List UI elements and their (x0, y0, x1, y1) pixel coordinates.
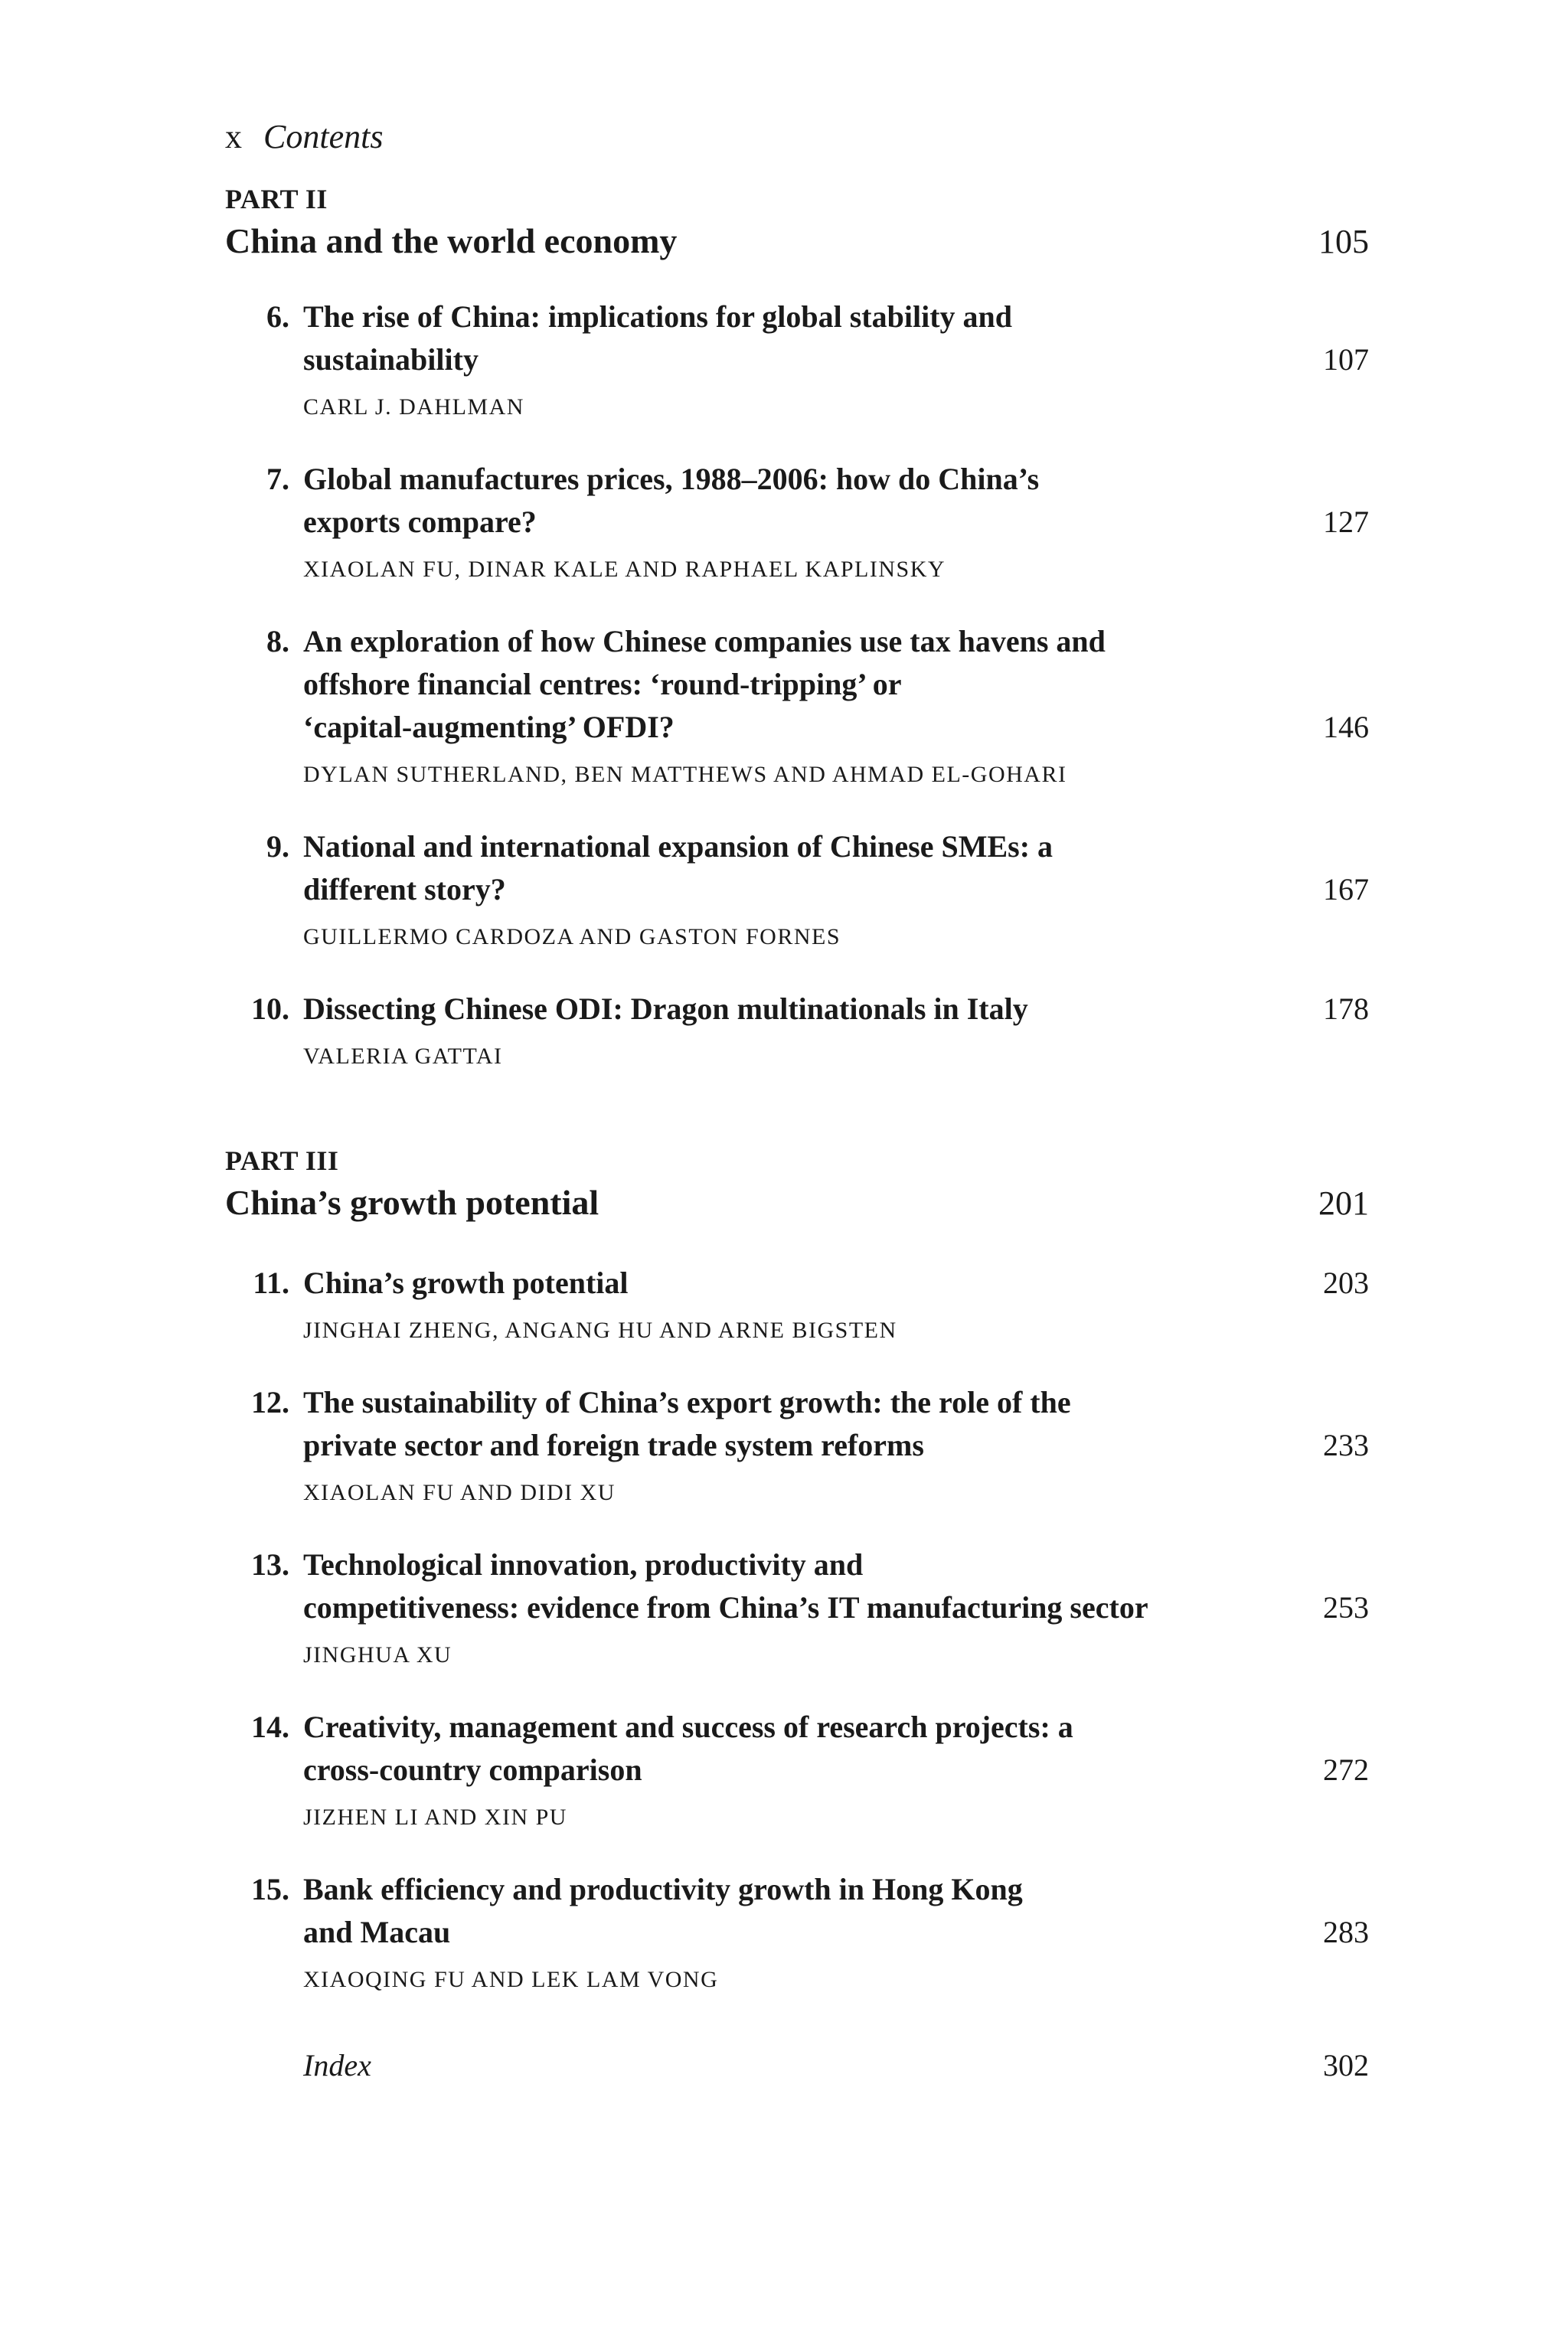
chapter-title: Global manufactures prices, 1988–2006: how do China’s (303, 462, 1040, 496)
chapter-title: sustainability (303, 342, 479, 377)
chapter-number: 14. (251, 1710, 289, 1744)
chapter-title: private sector and foreign trade system reforms (303, 1428, 924, 1462)
index-entry (225, 2044, 1369, 2087)
chapter-number: 9. (266, 829, 289, 864)
chapter-title: different story? (303, 872, 506, 906)
chapter-title: Dissecting Chinese ODI: Dragon multinationals in Italy (303, 991, 1028, 1026)
chapter-title: The sustainability of China’s export growth: the role of the (303, 1385, 1071, 1419)
chapter-authors: XIAOLAN FU AND DIDI XU (303, 1480, 616, 1505)
chapter-authors: GUILLERMO CARDOZA AND GASTON FORNES (303, 924, 841, 949)
chapter-page-number: 146 (1323, 710, 1369, 744)
toc-entry (225, 296, 1369, 423)
part-page-number: 201 (1318, 1184, 1369, 1222)
part-title: China’s growth potential (225, 1183, 599, 1222)
part-label: PART III (225, 1145, 339, 1176)
chapter-authors: CARL J. DAHLMAN (303, 394, 524, 420)
toc-entry (225, 825, 1369, 952)
part-heading (225, 1142, 1369, 1227)
toc-entry (225, 1262, 1369, 1346)
chapter-authors: XIAOLAN FU, DINAR KALE AND RAPHAEL KAPLINSKY (303, 557, 946, 582)
toc-entry (225, 1706, 1369, 1833)
toc-entry (225, 1381, 1369, 1508)
chapter-title: An exploration of how Chinese companies use tax havens and (303, 624, 1106, 658)
chapter-page-number: 253 (1323, 1590, 1369, 1625)
chapter-title: Bank efficiency and productivity growth in Hong Kong (303, 1872, 1023, 1906)
chapter-title: offshore financial centres: ‘round-tripping’ or (303, 667, 902, 701)
chapter-authors: JINGHAI ZHENG, ANGANG HU AND ARNE BIGSTEN (303, 1318, 897, 1343)
folio: x (225, 118, 242, 155)
part-heading (225, 181, 1369, 266)
chapter-page-number: 233 (1323, 1428, 1369, 1462)
chapter-title: exports compare? (303, 505, 537, 539)
chapter-title: The rise of China: implications for global stability and (303, 299, 1013, 334)
part-page-number: 105 (1318, 223, 1369, 260)
chapter-title: competitiveness: evidence from China’s IT manufacturing sector (303, 1590, 1148, 1625)
toc-entry (225, 458, 1369, 585)
chapter-number: 15. (251, 1872, 289, 1906)
running-head-title: Contents (263, 118, 384, 155)
chapter-page-number: 127 (1323, 505, 1369, 539)
toc-entry (225, 1544, 1369, 1671)
chapter-title: China’s growth potential (303, 1266, 629, 1300)
chapter-authors: JINGHUA XU (303, 1642, 452, 1668)
toc-entry (225, 1868, 1369, 1995)
chapter-title: National and international expansion of Chinese SMEs: a (303, 829, 1054, 864)
chapter-page-number: 178 (1323, 991, 1369, 1026)
part-title: China and the world economy (225, 221, 678, 260)
chapter-number: 7. (266, 462, 289, 496)
chapter-title: Creativity, management and success of research projects: a (303, 1710, 1073, 1744)
running-head (225, 113, 383, 161)
chapter-title: ‘capital-augmenting’ OFDI? (303, 710, 675, 744)
chapter-authors: DYLAN SUTHERLAND, BEN MATTHEWS AND AHMAD EL-GOHARI (303, 762, 1067, 787)
chapter-page-number: 167 (1323, 872, 1369, 906)
chapter-title: cross-country comparison (303, 1753, 642, 1787)
chapter-title: and Macau (303, 1915, 451, 1949)
chapter-page-number: 272 (1323, 1753, 1369, 1787)
index-label: Index (303, 2048, 371, 2082)
chapter-page-number: 283 (1323, 1915, 1369, 1949)
chapter-number: 13. (251, 1547, 289, 1582)
chapter-number: 10. (251, 991, 289, 1026)
toc-entry (225, 620, 1369, 790)
chapter-title: Technological innovation, productivity and (303, 1547, 864, 1582)
chapter-authors: XIAOQING FU AND LEK LAM VONG (303, 1967, 719, 1992)
chapter-page-number: 203 (1323, 1266, 1369, 1300)
chapter-authors: VALERIA GATTAI (303, 1044, 503, 1069)
chapter-authors: JIZHEN LI AND XIN PU (303, 1805, 567, 1830)
toc-entry (225, 988, 1369, 1072)
chapter-number: 8. (266, 624, 289, 658)
chapter-number: 11. (253, 1266, 289, 1300)
chapter-page-number: 107 (1323, 342, 1369, 377)
chapter-number: 12. (251, 1385, 289, 1419)
index-page-number: 302 (1323, 2048, 1369, 2082)
part-label: PART II (225, 184, 328, 214)
chapter-number: 6. (266, 299, 289, 334)
